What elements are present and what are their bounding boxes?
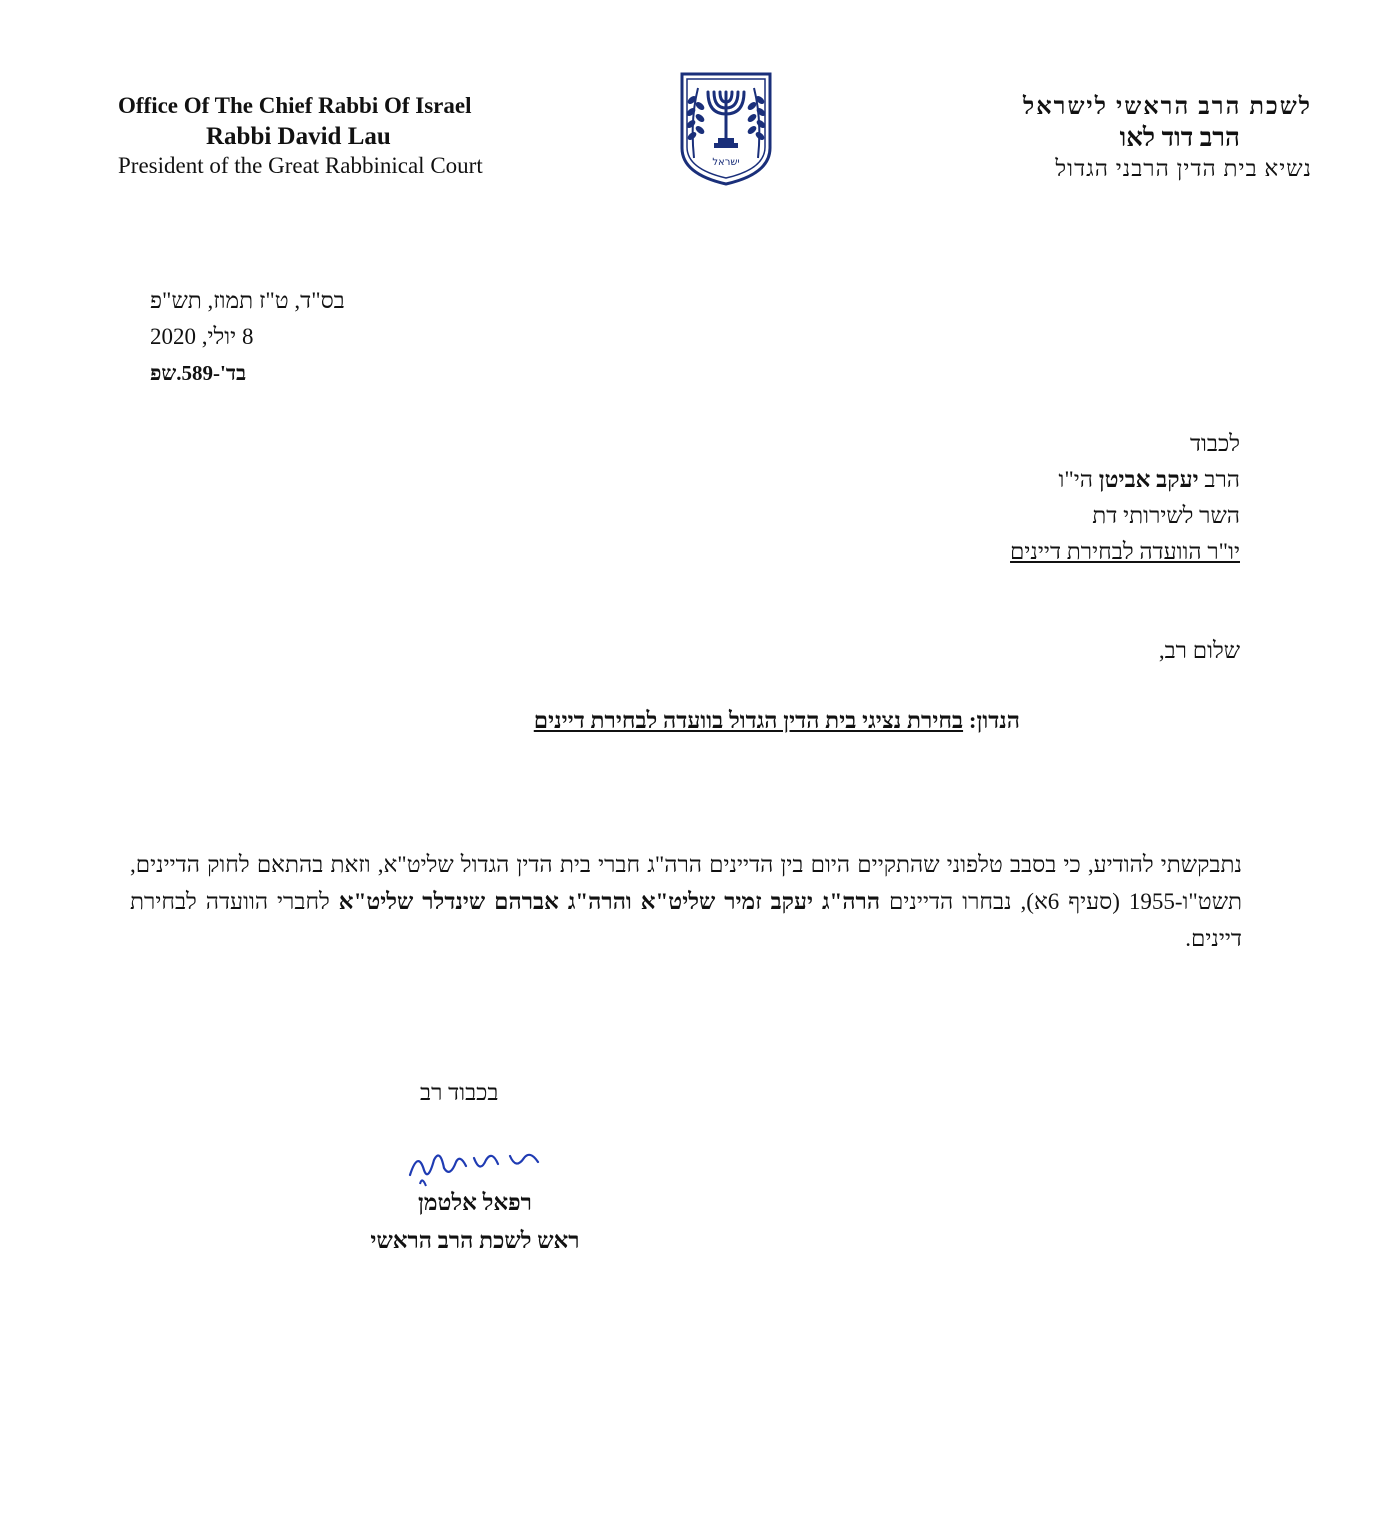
office-title-he: לשכת הרב הראשי לישראל xyxy=(1023,94,1312,120)
subject-text: בחירת נציגי בית הדין הגדול בוועדה לבחירת דיינים xyxy=(533,708,964,733)
addressee-honorific: לכבוד xyxy=(1189,431,1240,456)
state-emblem xyxy=(678,70,774,188)
subject-label: הנדון: xyxy=(968,708,1020,733)
rabbi-name-en: Rabbi David Lau xyxy=(206,122,391,150)
letter-body xyxy=(130,846,1242,957)
addressee-block xyxy=(720,426,1240,570)
handwritten-signature-icon xyxy=(400,1140,550,1190)
menorah-emblem-icon xyxy=(678,70,774,188)
gregorian-date: 8 יולי, 2020 xyxy=(150,324,254,349)
rabbi-name-he: הרב דוד לאו xyxy=(1119,123,1240,152)
signer-block xyxy=(330,1184,620,1260)
hebrew-letterhead xyxy=(892,92,1312,183)
signer-title: ראש לשכת הרב הראשי xyxy=(370,1228,580,1253)
addressee-prefix: הרב xyxy=(1204,467,1240,492)
office-title-en: Office Of The Chief Rabbi Of Israel xyxy=(118,93,472,118)
english-letterhead xyxy=(118,92,538,181)
closing: בכבוד רב xyxy=(420,1080,499,1105)
body-part-2: לחברי הוועדה לבחירת דיינים. xyxy=(130,889,1242,951)
addressee-suffix: הי"ו xyxy=(1058,467,1094,492)
body-bold-names: הרה"ג יעקב זמיר שליט"א והרה"ג אברהם שינדלר שליט"א xyxy=(338,889,881,914)
president-title-en: President of the Great Rabbinical Court xyxy=(118,153,483,178)
body-part-1: נתבקשתי להודיע, כי בסבב טלפוני שהתקיים היום בין הדיינים הרה"ג חברי בית הדין הגדול שליט"א, וזאת בהתאם לחוק הדיינים, תשט"ו-1955 (סעיף 6א), נבחרו הדיינים xyxy=(130,852,1243,914)
reference-number: בד'-589.שפ xyxy=(150,361,247,385)
addressee-role: השר לשירותי דת xyxy=(1092,503,1240,528)
greeting: שלום רב, xyxy=(1158,638,1240,663)
addressee-committee: יו"ר הוועדה לבחירת דיינים xyxy=(1010,539,1240,564)
subject-line xyxy=(300,708,1020,734)
addressee-name-line xyxy=(720,462,1240,498)
addressee-name: יעקב אביטן xyxy=(1098,467,1199,492)
hebrew-date: בס"ד, ט"ז תמוז, תש"פ xyxy=(150,288,345,313)
signature xyxy=(400,1140,550,1190)
signer-name: רפאל אלטמן xyxy=(417,1190,532,1215)
emblem-label: ישראל xyxy=(712,157,740,168)
date-block xyxy=(150,283,410,391)
president-title-he: נשיא בית הדין הרבני הגדול xyxy=(1055,155,1312,181)
